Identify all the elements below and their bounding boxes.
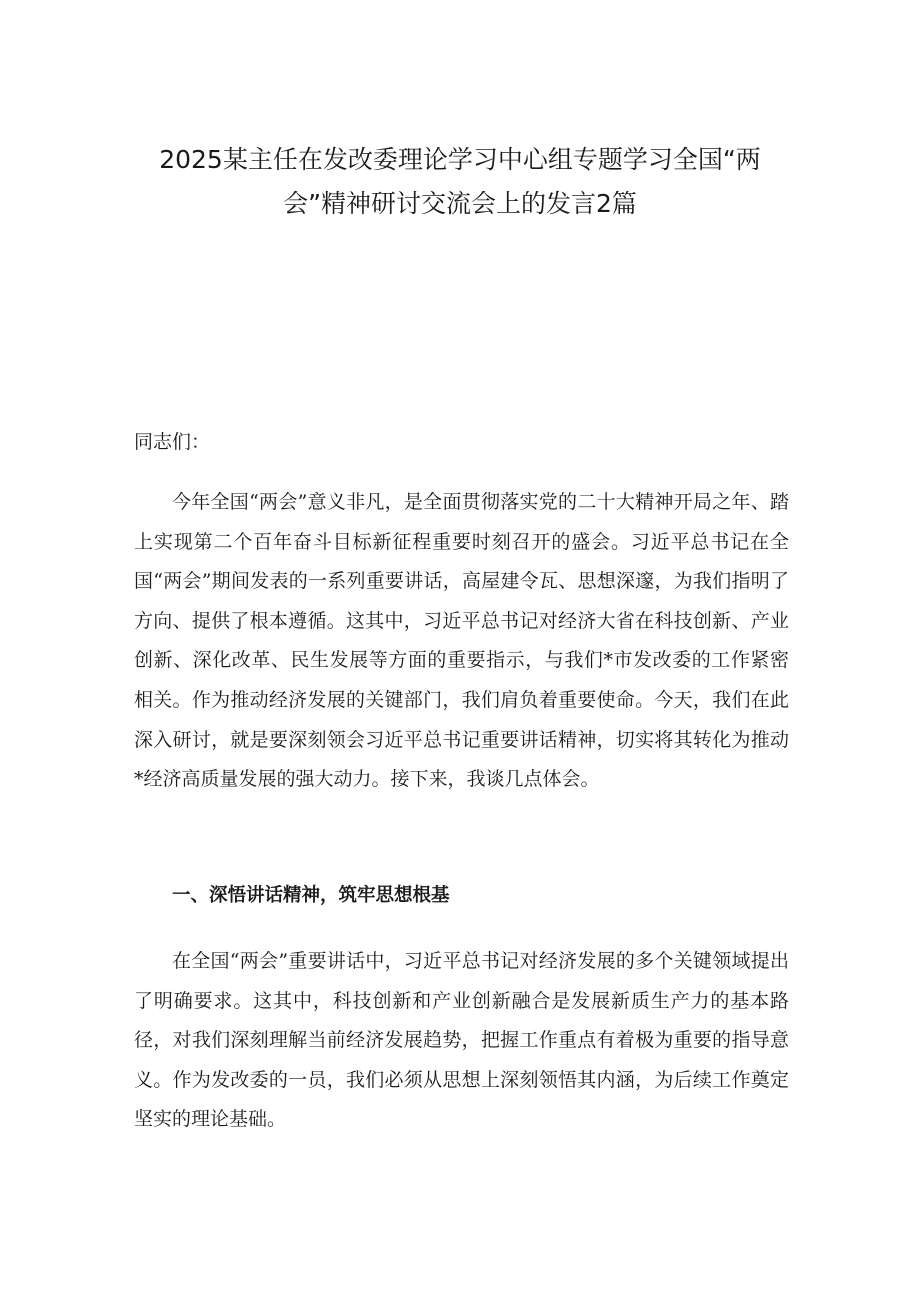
title-line-1: 2025某主任在发改委理论学习中心组专题学习全国“两 — [159, 145, 761, 174]
body-paragraph-2: 在全国“两会”重要讲话中，习近平总书记对经济发展的多个关键领域提出了明确要求。这其中，科技创新和产业创新融合是发展新质生产力的基本路径，对我们深刻理解当前经济发展趋势，把握工作重点有着极为重要的指导意义。作为发改委的一员，我们必须从思想上深刻领悟其内涵，为后续工作奠定坚实的理论基础。 — [134, 950, 789, 1131]
document-title — [140, 138, 780, 226]
salutation: 同志们： — [134, 431, 211, 453]
title-line-2: 会”精神研讨交流会上的发言2篇 — [283, 189, 637, 218]
section-heading-1: 一、深悟讲话精神，筑牢思想根基 — [172, 885, 450, 906]
body-paragraph-1: 今年全国“两会”意义非凡，是全面贯彻落实党的二十大精神开局之年、踏上实现第二个百年奋斗目标新征程重要时刻召开的盛会。习近平总书记在全国“两会”期间发表的一系列重要讲话，高屋建令瓦、思想深邃，为我们指明了方向、提供了根本遵循。这其中，习近平总书记对经济大省在科技创新、产业创新、深化改革、民生发展等方面的重要指示，与我们*市发改委的工作紧密相关。作为推动经济发展的关键部门，我们肩负着重要使命。今天，我们在此深入研讨，就是要深刻领会习近平总书记重要讲话精神，切实将其转化为推动*经济高质量发展的强大动力。接下来，我谈几点体会。 — [134, 491, 789, 791]
